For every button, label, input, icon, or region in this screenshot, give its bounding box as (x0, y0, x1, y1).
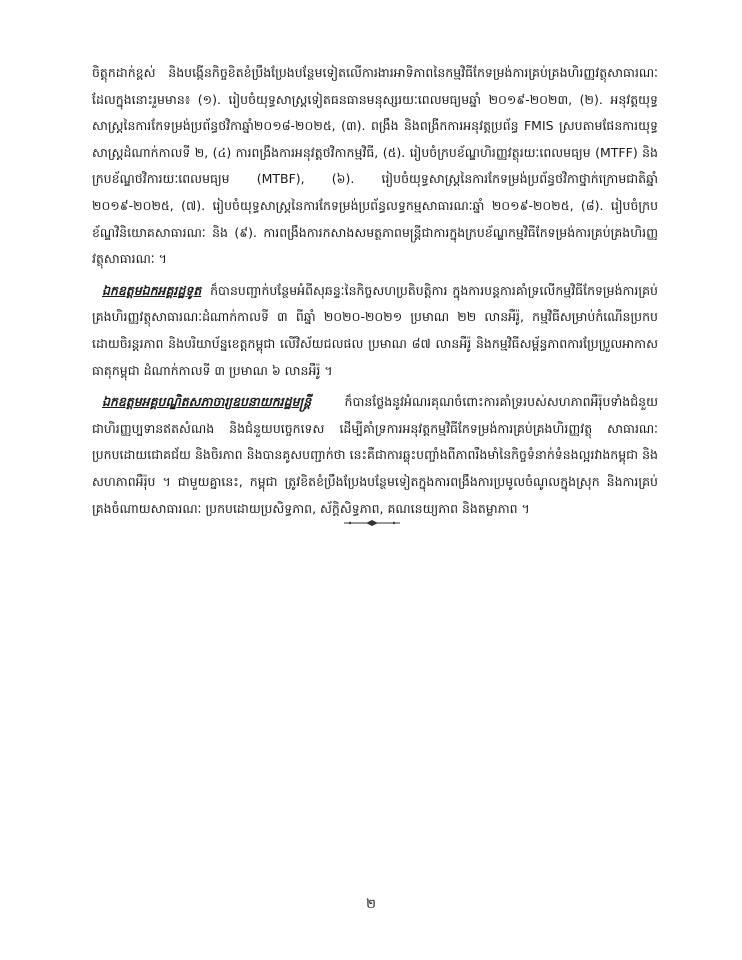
paragraph-lead-deputy-prime-minister: ឯកឧត្តមអគ្គបណ្ឌិតសភាចារ្យឧបនាយករដ្ឋមន្ត្រី (102, 394, 312, 410)
paragraph-text: ចិត្តុកដាក់ខ្ពស់ និងបង្កើនកិច្ចខិតខំប្រឹងប្រែងបន្ថែមទៀតលើការងារអាទិភាពនៃកម្មវិធីកែទម្រង់ការគ្រប់គ្រងហិរញ្ញវត្ថុសាធារណៈ ដែលក្នុងនោះរួមមាន៖ (១). រៀបចំយុទ្ធសាស្ត្រទៀតធនធានមនុស្សរយៈពេលមធ្យមឆ្នាំ ២០១៩-២០២៣, (២). អនុវត្តយុទ្ធសាស្ត្រនៃការកែទម្រង់ប្រព័ន្ធថវិកាឆ្នាំ២០១៨-២០២៥, (៣). ពង្រឹង និងពង្រីកការអនុវត្តប្រព័ន្ធ FMIS ស្របតាមផែនការយុទ្ធសាស្ត្រដំណាក់កាលទី ២, (៤) ការពង្រឹងការអនុវត្តថវិកាកម្មវិធី, (៥). រៀបចំក្របខ័ណ្ឌហិរញ្ញវត្ថុរយៈពេលមធ្យម (MTFF) និងក្របខ័ណ្ឌថវិការយៈពេលមធ្យម (MTBF), (៦). រៀបចំយុទ្ធសាស្ត្រនៃការកែទម្រង់ប្រព័ន្ធថវិកាថ្នាក់ក្រោមជាតិឆ្នាំ ២០១៩-២០២៥, (៧). រៀបចំយុទ្ធសាស្ត្រនៃការកែទម្រង់ប្រព័ន្ធលទ្ធកម្មសាធារណៈឆ្នាំ ២០១៩-២០២៥, (៨). រៀបចំក្របខ័ណ្ឌវិនិយោគសាធារណៈ និង (៩). ការពង្រឹងការកសាងសមត្ថភាពមន្ត្រីជាការក្នុងក្របខ័ណ្ឌកម្មវិធីកែទម្រង់ការគ្រប់គ្រងហិរញ្ញវត្ថុសាធារណៈ ។ (92, 65, 658, 267)
paragraph-text: ក៏បានបញ្ជាក់បន្ថែមអំពីសុឆន្ទៈនៃកិច្ចសហប្រតិបត្តិការ ក្នុងការបន្តការគាំទ្រលើកម្មវិធីកែទម្រង់ការគ្រប់គ្រងហិរញ្ញវត្ថុសាធារណៈដំណាក់កាលទី ៣ ពីឆ្នាំ ២០២០-២០២១ ប្រមាណ ២២ លានអឺរ៉ូ, កម្មវិធីសម្រាប់កំណើនប្រកបដោយចិរន្តរភាព និងបរិយាប័ន្នខេត្តកម្ពុជា លើវិស័យជលផល ប្រមាណ ៨៧ លានអឺរ៉ូ និងកម្មវិធីសម្ព័ន្ធភាពការប្រែប្រួលអាកាសធាតុកម្ពុជា ដំណាក់កាលទី ៣ ប្រមាណ ៦ លានអឺរ៉ូ ។ (92, 282, 658, 378)
paragraph-priorities (92, 60, 658, 273)
document-body (92, 60, 658, 527)
page-number: ២ (366, 897, 376, 912)
paragraph-ambassador (92, 278, 658, 384)
paragraph-lead-ambassador: ឯកឧត្តមឯកអគ្គរដ្ឋទូត (102, 282, 202, 298)
ornament-divider (344, 519, 400, 527)
paragraph-text: ក៏បានថ្លែងនូវអំណរគុណចំពោះការគាំទ្ររបស់សហភាពអឺរ៉ុបទាំងជំនួយជាហិរញ្ញប្បទានឥតសំណង និងជំនួយបច្ចេកទេស ដើម្បីគាំទ្រការអនុវត្តកម្មវិធីកែទម្រង់ការគ្រប់គ្រងហិរញ្ញវត្ថុ សាធារណៈប្រកបដោយជោគជ័យ និងចិរភាព និងបានគូសបញ្ជាក់ថា នេះគឺជាការឆ្លុះបញ្ចាំងពីភាពរឹងមាំនៃកិច្ចទំនាក់ទំនងល្អរវាងកម្ពុជា និងសហភាពអឺរ៉ុប ។ ជាមួយគ្នានេះ, កម្ពុជា ត្រូវខិតខំប្រឹងប្រែងបន្ថែមទៀតក្នុងការពង្រឹងការប្រមូលចំណូលក្នុងស្រុក និងការគ្រប់គ្រងចំណាយសាធារណៈ ប្រកបដោយប្រសិទ្ធភាព, ស័ក្តិសិទ្ធភាព, គណនេយ្យភាព និងតម្លាភាព ។ (92, 394, 658, 516)
paragraph-deputy-prime-minister (92, 389, 658, 522)
